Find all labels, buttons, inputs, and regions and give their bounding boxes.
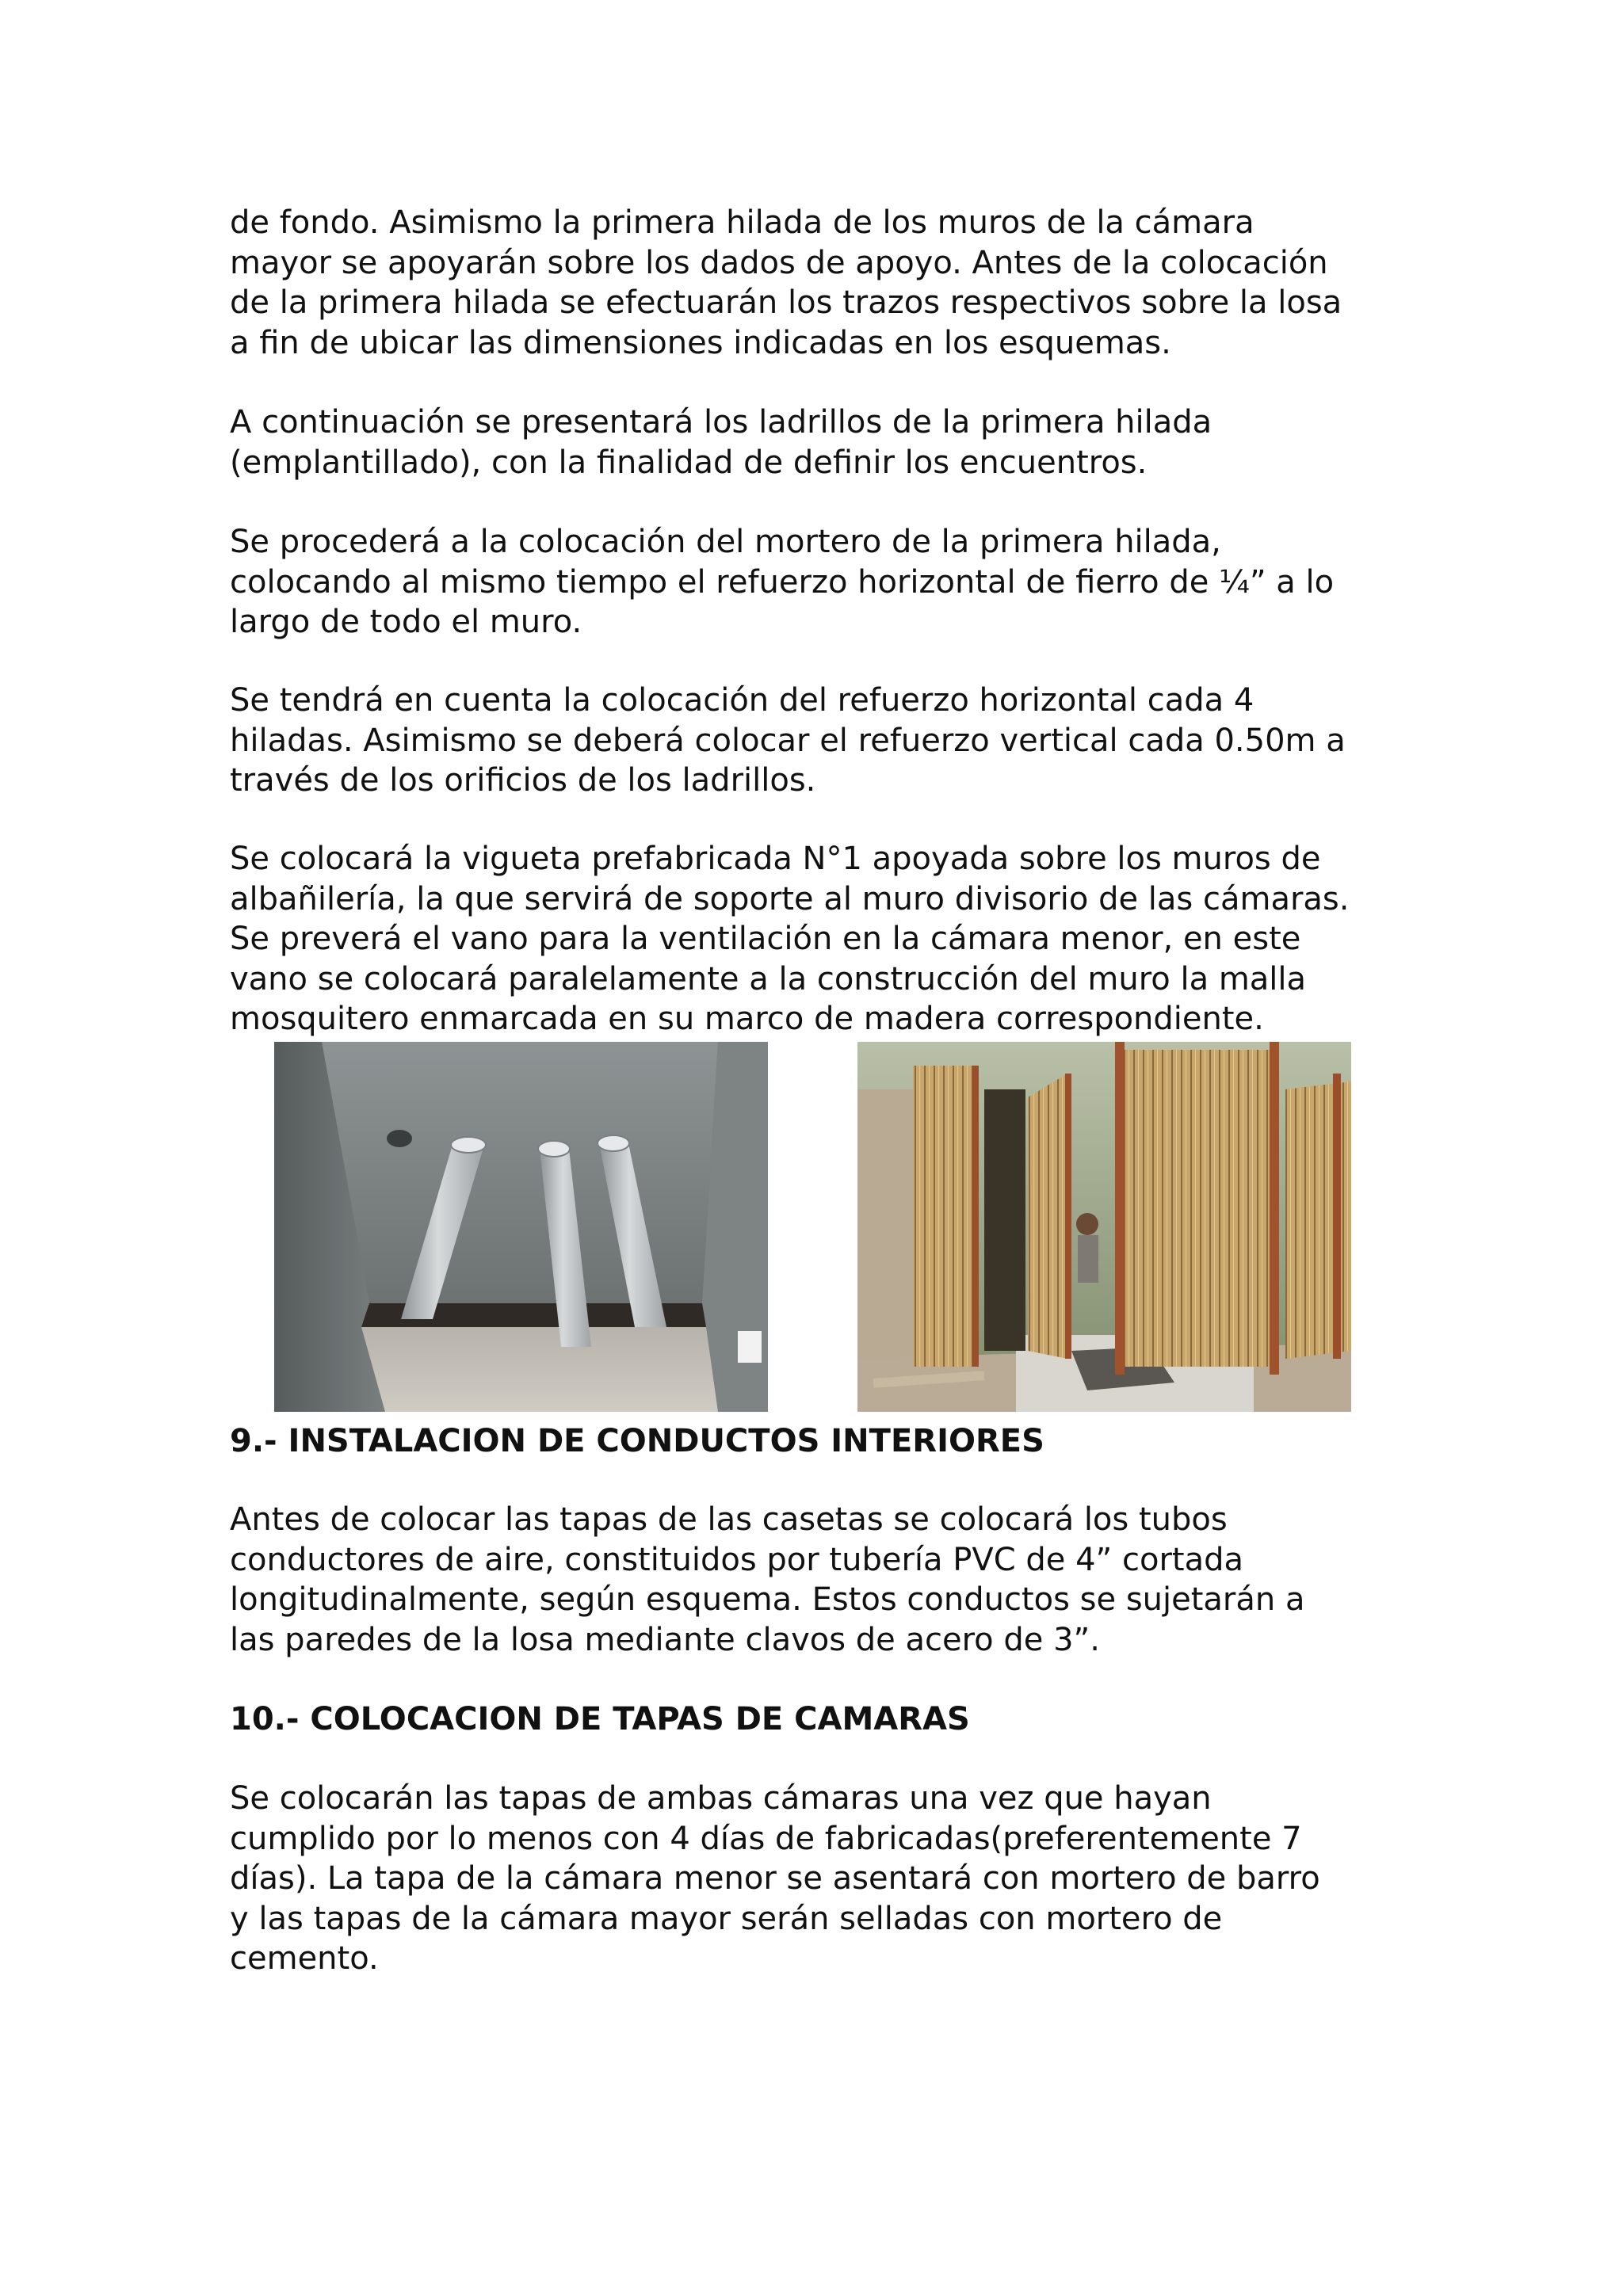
wood-frame: [972, 1066, 979, 1367]
wood-frame: [1115, 1042, 1125, 1375]
text-line: través de los orificios de los ladrillos.: [230, 762, 816, 799]
text-line: cumplido por lo menos con 4 días de fabricadas(preferentemente 7: [230, 1820, 1302, 1857]
text-line: longitudinalmente, según esquema. Estos conductos se sujetarán a: [230, 1581, 1305, 1618]
text-line: Se preverá el vano para la ventilación en la cámara menor, en este: [230, 921, 1301, 957]
text-line: Se procederá a la colocación del mortero de la primera hilada,: [230, 524, 1221, 560]
back-wall: [322, 1042, 718, 1303]
booth-photo-illustration: [857, 1042, 1351, 1412]
section-10-heading: 10.- COLOCACION DE TAPAS DE CAMARAS: [230, 1701, 970, 1737]
cane-panel: [1123, 1050, 1274, 1367]
floor: [361, 1327, 718, 1412]
cane-door: [1028, 1074, 1067, 1359]
pipe-end: [451, 1137, 486, 1153]
text-line: a fin de ubicar las dimensiones indicadas en los esquemas.: [230, 324, 1171, 361]
section-10-paragraph: [230, 1779, 1411, 1979]
text-line: colocando al mismo tiempo el refuerzo horizontal de fierro de ¼” a lo: [230, 563, 1335, 601]
chamber-photo-illustration: [274, 1042, 768, 1412]
text-line: hiladas. Asimismo se deberá colocar el refuerzo vertical cada 0.50m a: [230, 722, 1346, 759]
text-line: de la primera hilada se efectuarán los trazos respectivos sobre la losa: [230, 284, 1342, 321]
text-line: mayor se apoyarán sobre los dados de apoyo. Antes de la colocación: [230, 244, 1328, 281]
wood-frame: [1065, 1074, 1071, 1359]
wood-frame: [1333, 1074, 1341, 1359]
text-line: Se colocará la vigueta prefabricada N°1 apoyada sobre los muros de: [230, 841, 1321, 877]
text-line: Se tendrá en cuenta la colocación del refuerzo horizontal cada 4: [230, 682, 1254, 719]
wall-hole: [387, 1130, 412, 1147]
pipe-end: [538, 1141, 570, 1157]
section-9-heading: 9.- INSTALACION DE CONDUCTOS INTERIORES: [230, 1423, 1044, 1459]
text-line: Antes de colocar las tapas de las casetas se colocará los tubos: [230, 1501, 1228, 1538]
text-line: vano se colocará paralelamente a la construcción del muro la malla: [230, 960, 1307, 997]
text-line: A continuación se presentará los ladrillos de la primera hilada: [230, 404, 1212, 441]
text-line: conductores de aire, constituidos por tubería PVC de 4” cortada: [230, 1541, 1243, 1578]
paragraph-5: [230, 839, 1411, 1039]
text-line: cemento.: [230, 1940, 379, 1977]
photo-chamber-pvc-pipes: [274, 1042, 768, 1412]
paragraph-4: [230, 681, 1411, 801]
text-line: Se colocarán las tapas de ambas cámaras una vez que hayan: [230, 1780, 1212, 1817]
text-line: de fondo. Asimismo la primera hilada de los muros de la cámara: [230, 204, 1254, 241]
text-line: (emplantillado), con la finalidad de definir los encuentros.: [230, 444, 1148, 481]
text-line: largo de todo el muro.: [230, 604, 582, 640]
text-line: albañilería, la que servirá de soporte al muro divisorio de las cámaras.: [230, 880, 1350, 917]
photo-cane-panel-booth: [857, 1042, 1351, 1412]
cane-panel: [1285, 1081, 1351, 1359]
text-line: y las tapas de la cámara mayor serán selladas con mortero de: [230, 1900, 1223, 1937]
text-line: días). La tapa de la cámara menor se asentará con mortero de barro: [230, 1860, 1320, 1897]
text-line: las paredes de la losa mediante clavos de acero de 3”.: [230, 1621, 1100, 1658]
booth-interior: [984, 1089, 1025, 1351]
floor-object: [738, 1331, 762, 1363]
section-9-paragraph: [230, 1500, 1411, 1660]
text-line: mosquitero enmarcada en su marco de madera correspondiente.: [230, 1001, 1264, 1037]
wood-frame: [1270, 1042, 1279, 1375]
person-body: [1078, 1235, 1098, 1283]
pipe-end: [598, 1135, 629, 1151]
paragraph-3: [230, 522, 1411, 643]
person-head: [1076, 1213, 1098, 1235]
cane-panel: [913, 1066, 976, 1367]
paragraph-2: [230, 402, 1411, 482]
paragraph-1: [230, 203, 1411, 363]
